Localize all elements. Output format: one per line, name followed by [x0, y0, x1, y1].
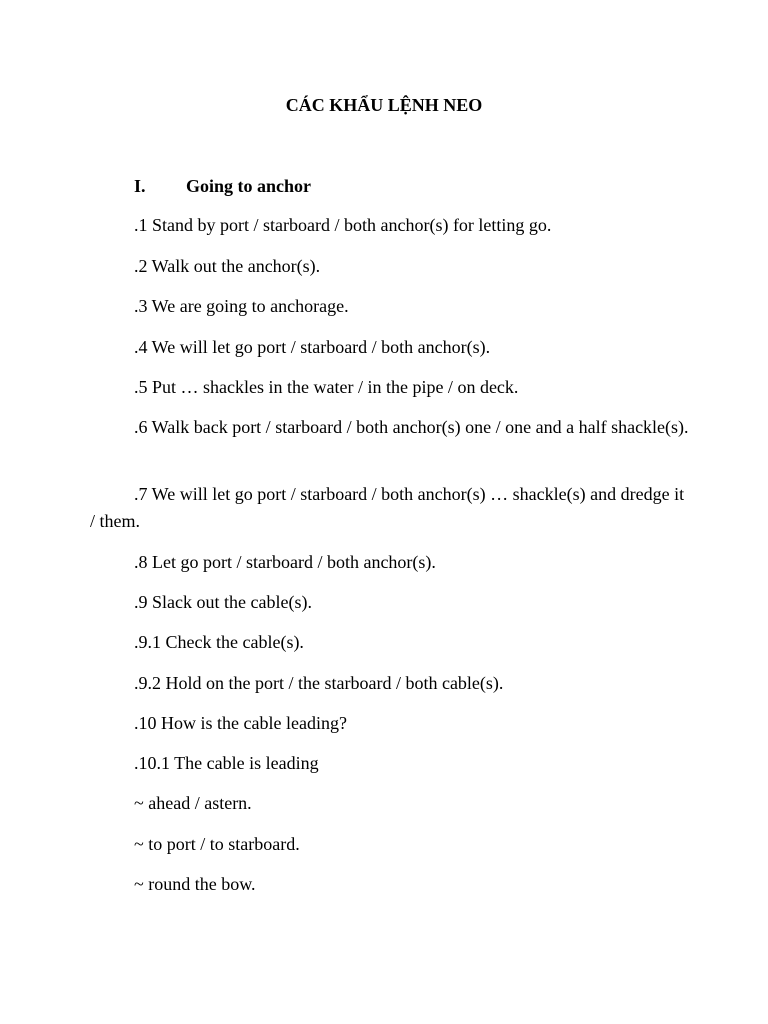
list-item: .2 Walk out the anchor(s).: [134, 256, 321, 276]
document-title: CÁC KHẨU LỆNH NEO: [285, 95, 483, 115]
list-item: .10.1 The cable is leading: [134, 753, 319, 773]
list-item: .9.1 Check the cable(s).: [134, 632, 304, 652]
list-item: .9.2 Hold on the port / the starboard / both cable(s).: [134, 673, 504, 693]
list-item: ~ to port / to starboard.: [134, 834, 300, 854]
list-item: .9 Slack out the cable(s).: [134, 592, 312, 612]
list-item: .6 Walk back port / starboard / both anchor(s) one / one and a half shackle(s).: [134, 417, 689, 437]
list-item: .1 Stand by port / starboard / both anchor(s) for letting go.: [134, 215, 552, 235]
list-item: .7 We will let go port / starboard / both anchor(s) … shackle(s) and dredge it / them.: [90, 484, 685, 531]
list-item: .10 How is the cable leading?: [134, 713, 347, 733]
list-item: ~ round the bow.: [134, 874, 256, 894]
section-heading: [134, 175, 311, 197]
list-item: ~ ahead / astern.: [134, 793, 252, 813]
section-number: I.: [134, 176, 146, 196]
list-item: .3 We are going to anchorage.: [134, 296, 349, 316]
section-heading-text: Going to anchor: [186, 176, 312, 196]
list-item: .8 Let go port / starboard / both anchor(s).: [134, 552, 436, 572]
list-item: .5 Put … shackles in the water / in the pipe / on deck.: [134, 377, 519, 397]
list-item: .4 We will let go port / starboard / both anchor(s).: [134, 337, 491, 357]
